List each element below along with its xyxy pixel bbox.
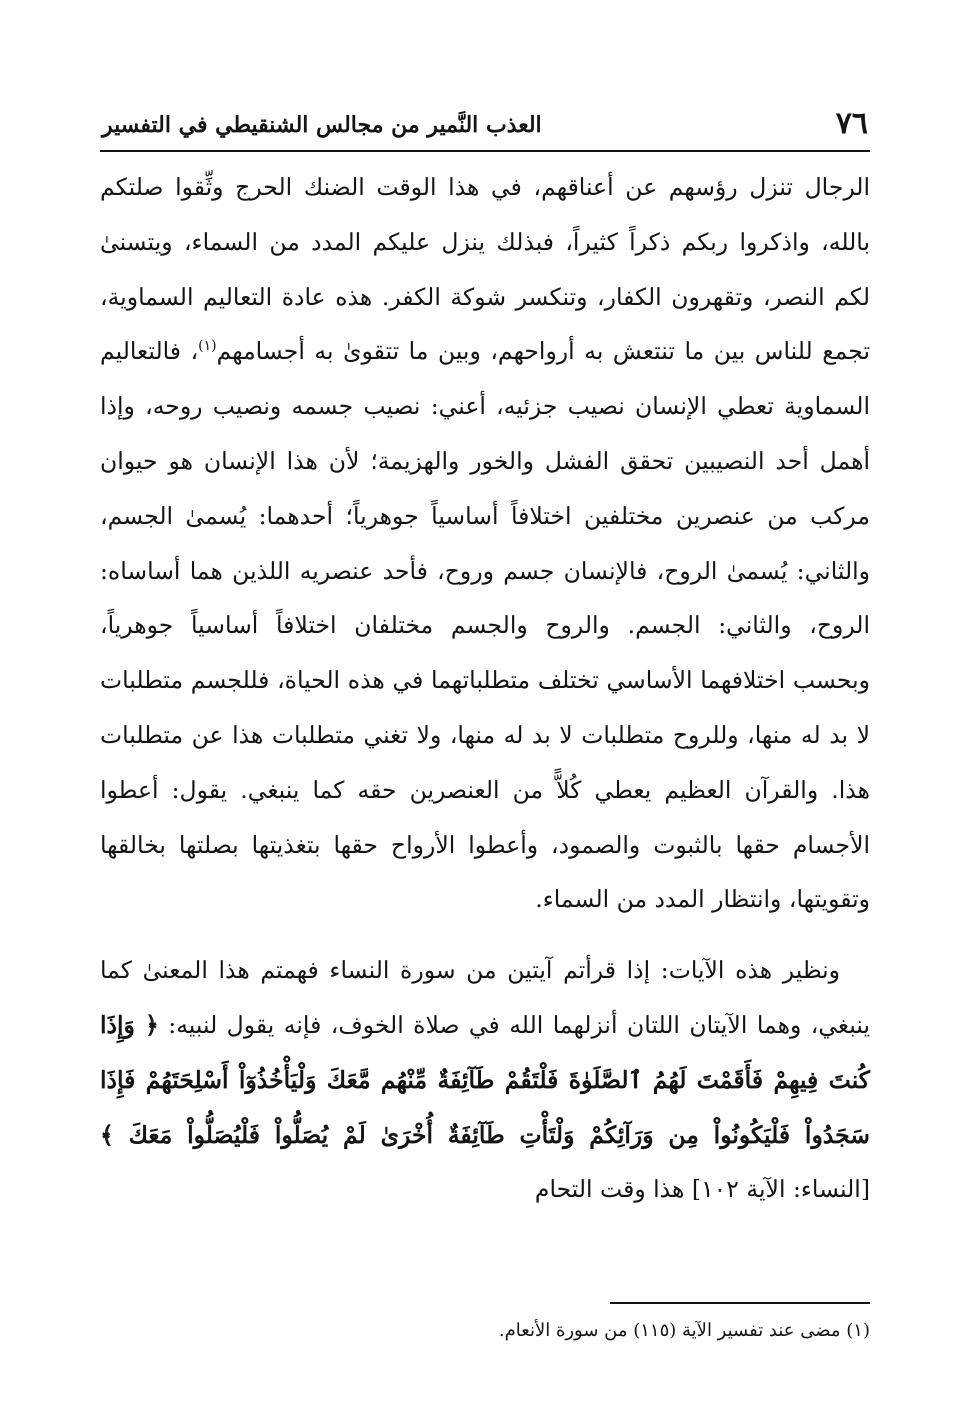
- paragraph-2: [100, 943, 870, 1217]
- running-title: العذب النَّمير من مجالس الشنقيطي في التفسير: [102, 112, 542, 138]
- quran-verse: ﴿ وَإِذَا كُنتَ فِيهِمْ فَأَقَمْتَ لَهُمُ ٱلصَّلَوٰةَ فَلْتَقُمْ طَآئِفَةٌ مِّنْهُم مَّعَكَ وَلْيَأْخُذُوٓاْ أَسْلِحَتَهُمْ فَإِذَا سَجَدُواْ فَلْيَكُونُواْ مِن وَرَآئِكُمْ وَلْتَأْتِ طَآئِفَةٌ أُخْرَىٰ لَمْ يُصَلُّواْ فَلْيُصَلُّواْ مَعَكَ ﴾: [100, 1010, 870, 1149]
- quran-reference: [النساء: الآية ١٠٢]: [691, 1175, 870, 1204]
- paragraph-1: [100, 160, 870, 927]
- footnote-divider: [610, 1302, 870, 1304]
- book-page: [100, 100, 870, 1360]
- footnote: [100, 1316, 870, 1346]
- paragraph-2-ending: هذا وقت التحام: [534, 1175, 685, 1204]
- main-text: [100, 160, 870, 1217]
- footnote-number: (١): [846, 1320, 870, 1341]
- paragraph-1-text: الرجال تنزل رؤسهم عن أعناقهم، في هذا الوقت الضنك الحرج وثِّقوا صلتكم بالله، واذكروا ربكم ذكراً كثيراً، فبذلك ينزل عليكم المدد من السماء، ويتسنىٰ لكم النصر، وتقهرون الكفار، وتنكسر شوكة الكفر. هذه عادة التعاليم السماوية، تجمع للناس بين ما تنتعش به أرواحهم، وبين ما تتقوىٰ به أجسامهم: [100, 173, 870, 366]
- footnote-text: مضى عند تفسير الآية (١١٥) من سورة الأنعام.: [498, 1320, 841, 1341]
- footnote-reference: (١): [198, 338, 217, 355]
- page-number: ٧٦: [835, 106, 868, 141]
- page-header: [100, 104, 870, 152]
- paragraph-1-continuation: ، فالتعاليم السماوية تعطي الإنسان نصيب جزئيه، أعني: نصيب جسمه ونصيب روحه، وإذا أهمل أحد النصيبين تحقق الفشل والخور والهزيمة؛ لأن هذا الإنسان هو حيوان مركب من عنصرين مختلفين اختلافاً أساسياً جوهرياً؛ أحدهما: يُسمىٰ الجسم، والثاني: يُسمىٰ الروح، فالإنسان جسم وروح، فأحد عنصريه اللذين هما أساساه: الروح، والثاني: الجسم. والروح والجسم مختلفان اختلافاً أساسياً جوهرياً، وبحسب اختلافهما الأساسي تختلف متطلباتهما في هذه الحياة، فللجسم متطلبات لا بد له منها، وللروح متطلبات لا بد له منها، ولا تغني متطلبات هذا عن متطلبات هذا. والقرآن العظيم يعطي كُلاًّ من العنصرين حقه كما ينبغي. يقول: أعطوا الأجسام حقها بالثبوت والصمود، وأعطوا الأرواح حقها بتغذيتها بصلتها بخالقها وتقويتها، وانتظار المدد من السماء.: [100, 337, 870, 914]
- paragraph-2-text: ونظير هذه الآيات: إذا قرأتم آيتين من سورة النساء فهمتم هذا المعنىٰ كما ينبغي، وهما الآيتان اللتان أنزلهما الله في صلاة الخوف، فإنه يقول لنبيه:: [100, 956, 870, 1039]
